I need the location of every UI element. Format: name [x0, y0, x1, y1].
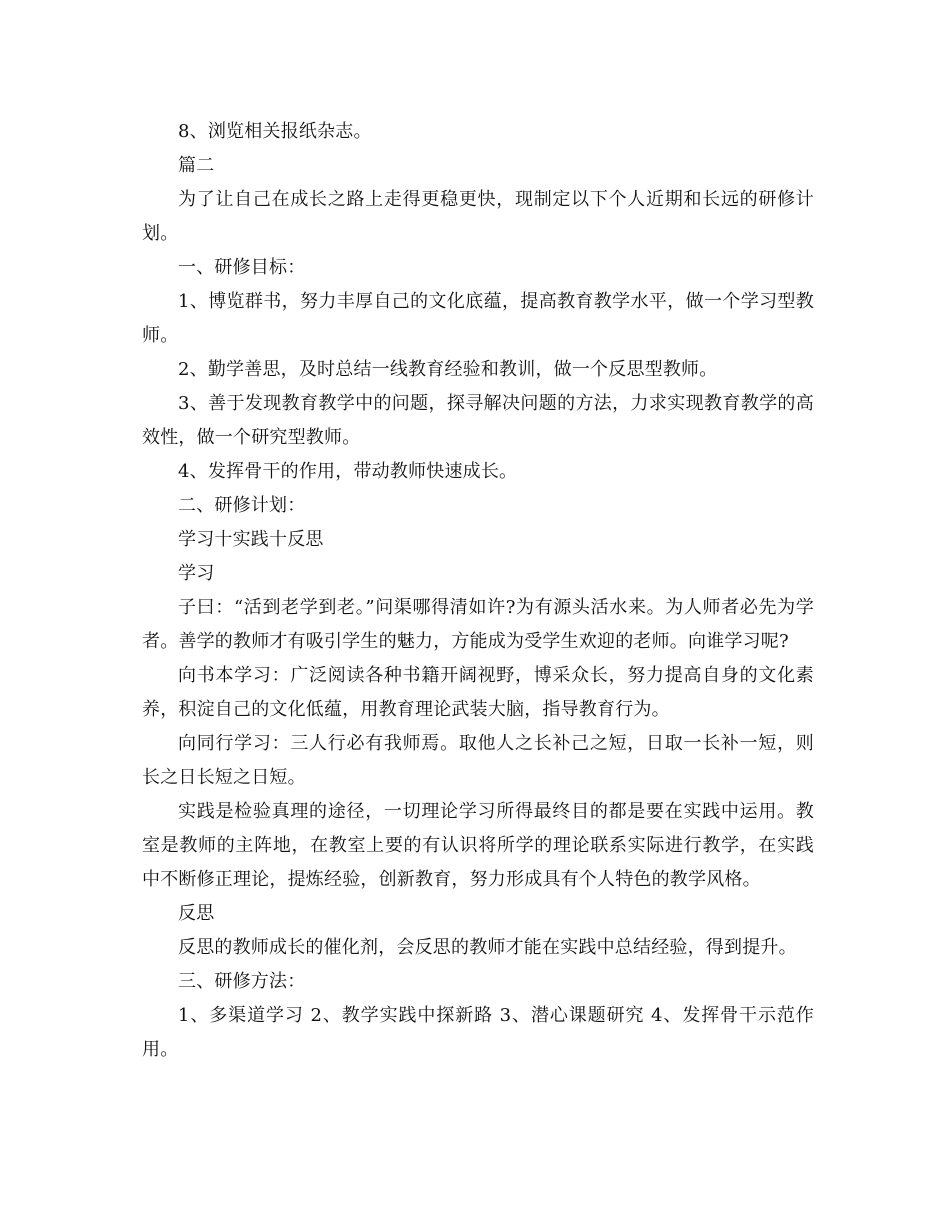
subheading-learning: 学习 — [178, 563, 215, 584]
paragraph-practice: 实践是检验真理的途径，一切理论学习所得最终目的都是要在实践中运用。教室是教师的主阵地，在教室上要的有认识将所学的理论联系实际进行教学，在实践中不断修正理论，提炼经验，创新教育，努力形成具有个人特色的教学风格。 — [142, 801, 814, 890]
paragraph-learning-quote: 子曰：“活到老学到老。”问渠哪得清如许?为有源头活水来。为人师者必先为学者。善学的教师才有吸引学生的魅力，方能成为受学生欢迎的老师。向谁学习呢? — [142, 597, 814, 652]
paragraph-methods-list: 1、多渠道学习 2、教学实践中探新路 3、潜心课题研究 4、发挥骨干示范作用。 — [142, 1005, 814, 1060]
paragraph-reflection: 反思的教师成长的催化剂，会反思的教师才能在实践中总结经验，得到提升。 — [178, 937, 797, 958]
paragraph-item-8-browse-newspapers: 8、浏览相关报纸杂志。 — [178, 121, 372, 142]
goal-item-4: 4、发挥骨干的作用，带动教师快速成长。 — [178, 461, 518, 482]
heading-study-methods: 三、研修方法： — [178, 971, 306, 992]
subheading-reflection: 反思 — [178, 903, 215, 924]
plan-formula: 学习十实践十反思 — [178, 529, 324, 550]
heading-study-goals: 一、研修目标： — [178, 257, 306, 278]
goal-item-3: 3、善于发现教育教学中的问题，探寻解决问题的方法，力求实现教育教学的高效性，做一个研究型教师。 — [142, 393, 814, 448]
goal-item-1: 1、博览群书，努力丰厚自己的文化底蕴，提高教育教学水平，做一个学习型教师。 — [142, 291, 814, 346]
document-body — [142, 115, 814, 1067]
paragraph-intro: 为了让自己在成长之路上走得更稳更快，现制定以下个人近期和长远的研修计划。 — [142, 189, 814, 244]
paragraph-learn-from-books: 向书本学习：广泛阅读各种书籍开阔视野，博采众长，努力提高自身的文化素养，积淀自己的文化低蕴，用教育理论武装大脑，指导教育行为。 — [142, 665, 814, 720]
paragraph-learn-from-peers: 向同行学习：三人行必有我师焉。取他人之长补己之短，日取一长补一短，则长之日长短之日短。 — [142, 733, 814, 788]
goal-item-2: 2、勤学善思，及时总结一线教育经验和教训，做一个反思型教师。 — [178, 359, 718, 380]
section-heading-part-two: 篇二 — [178, 155, 215, 176]
heading-study-plan: 二、研修计划： — [178, 495, 306, 516]
